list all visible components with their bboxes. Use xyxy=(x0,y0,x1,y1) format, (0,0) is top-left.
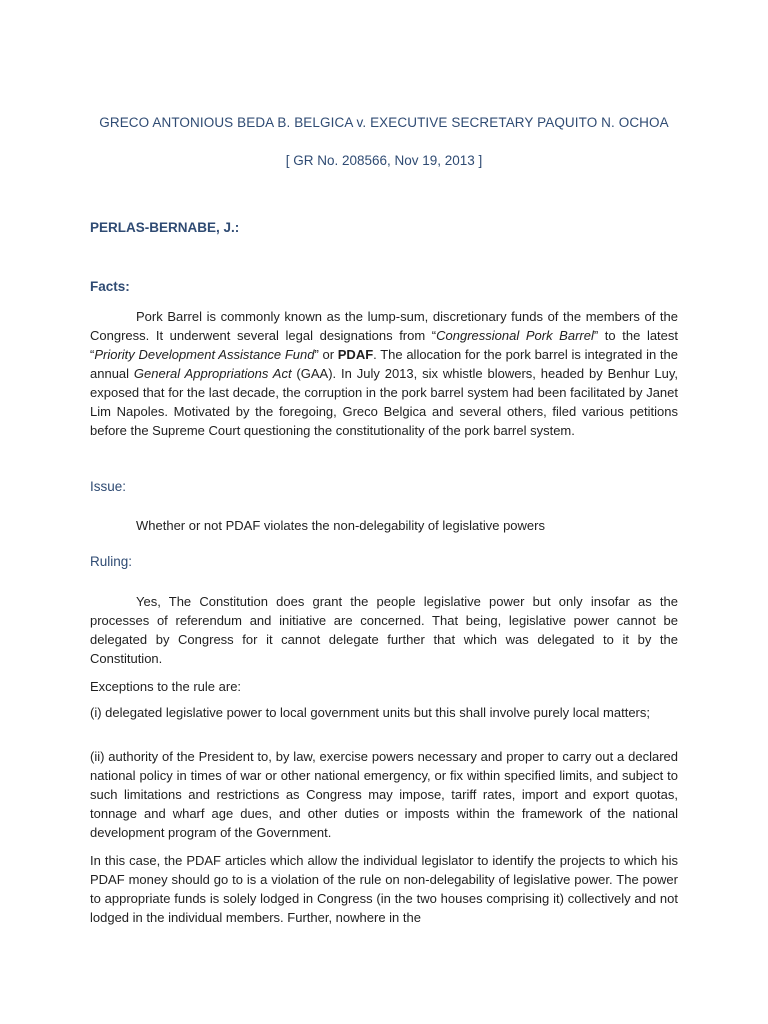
exceptions-intro: Exceptions to the rule are: xyxy=(90,679,242,694)
facts-paragraph xyxy=(90,307,678,440)
facts-text-1: Pork Barrel is commonly known as the lump-sum, discretionary funds of the members of the Congress. It underwent several legal designations from “ xyxy=(90,309,678,343)
facts-heading: Facts: xyxy=(90,279,130,294)
facts-italic-gaa: General Appropriations Act xyxy=(133,366,292,381)
issue-heading: Issue: xyxy=(90,479,127,494)
facts-text-2: ” to the latest “ xyxy=(90,328,679,362)
issue-paragraph: Whether or not PDAF violates the non-delegability of legislative powers xyxy=(136,518,545,533)
ruling-heading: Ruling: xyxy=(90,554,133,569)
facts-bold-pdaf: PDAF xyxy=(337,347,374,362)
facts-text-4: . The allocation for the pork barrel is integrated in the annual xyxy=(90,347,678,381)
case-reference: [ GR No. 208566, Nov 19, 2013 ] xyxy=(285,153,483,168)
case-application-paragraph: In this case, the PDAF articles which allow the individual legislator to identify the projects to which his PDAF money should go to is a violation of the rule on non-delegability of legislative power. The power to appropriate funds is solely lodged in Congress (in the two houses comprising it) collectively and not lodged in the individual members. Further, nowhere in the xyxy=(90,853,678,925)
ruling-paragraph: Yes, The Constitution does grant the people legislative power but only insofar as the processes of referendum and initiative are concerned. That being, legislative power cannot be delegated by Congress for it cannot delegate further that which was delegated to it by the Constitution. xyxy=(90,594,678,666)
ponente: PERLAS-BERNABE, J.: xyxy=(90,220,240,235)
exception-1: (i) delegated legislative power to local government units but this shall involve purely local matters; xyxy=(90,705,651,720)
facts-text-5: (GAA). In July 2013, six whistle blowers, headed by Benhur Luy, exposed that for the last decade, the corruption in the pork barrel system had been facilitated by Janet Lim Napoles. Motivated by the foregoing, Greco Belgica and several others, filed various petitions before the Supreme Court questioning the constitutionality of the pork barrel system. xyxy=(90,366,678,438)
facts-italic-pdaf-full: Priority Development Assistance Fund xyxy=(94,347,315,362)
facts-text-3: ” or xyxy=(314,347,338,362)
exception-2: (ii) authority of the President to, by law, exercise powers necessary and proper to carry out a declared national policy in times of war or other national emergency, or fix within specified limits, and subject to such limitations and restrictions as Congress may impose, tariff rates, import and export quotas, tonnage and wharf age dues, and other duties or imposts within the framework of the national development program of the Government. xyxy=(90,749,678,840)
case-title: GRECO ANTONIOUS BEDA B. BELGICA v. EXECUTIVE SECRETARY PAQUITO N. OCHOA xyxy=(99,115,669,130)
facts-italic-congressional-pork-barrel: Congressional Pork Barrel xyxy=(436,328,594,343)
